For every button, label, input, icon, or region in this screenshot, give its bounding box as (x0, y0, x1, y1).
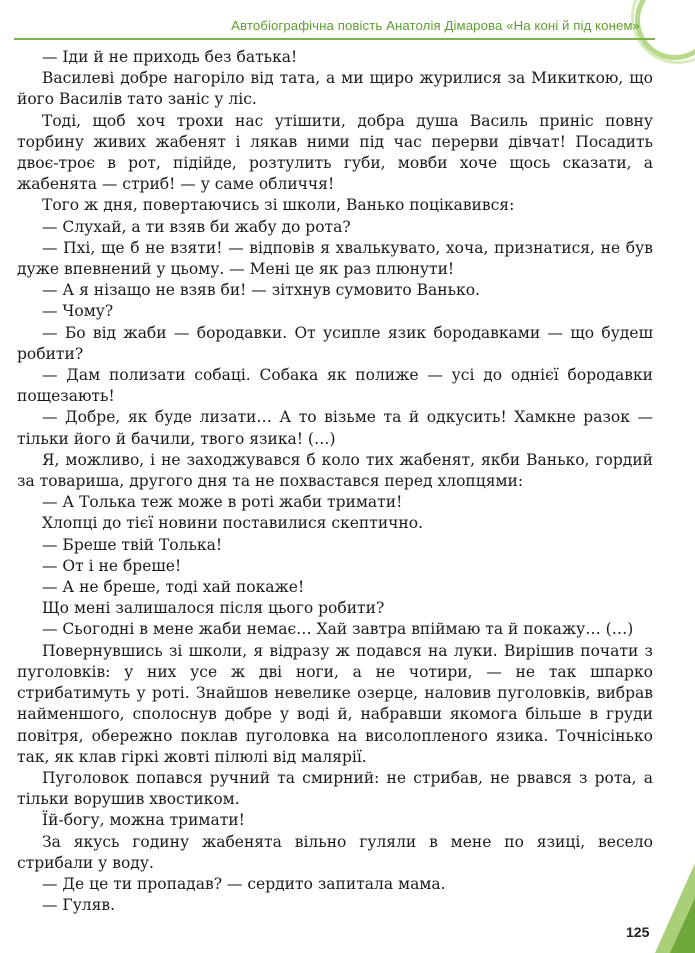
paragraph: — Добре, як буде лизати… А то візьме та й одкусить! Хамкне разок — тільки його й бачили, твого язика! (…) (17, 408, 653, 448)
paragraph: — Дам полизати собаці. Собака як полиже — усі до однієї бородавки пощезають! (17, 366, 653, 406)
paragraph: — Бо від жаби — бородавки. От усипле язик бородавками — що будеш робити? (17, 323, 653, 363)
paragraph: Пуголовок попався ручний та смирний: не стрибав, не рвався з рота, а тільки ворушив хвостиком. (17, 768, 653, 809)
story-text (17, 47, 653, 916)
paragraph: — Бреше твій Толька! (42, 535, 223, 554)
paragraph: Я, можливо, і не заходжувався б коло тих жабенят, якби Ванько, гордий за товариша, другого дня та не похвастався перед хлопцями: (17, 450, 653, 491)
paragraph: Їй-богу, можна тримати! (42, 811, 245, 830)
paragraph: Що мені залишалося після цього робити? (42, 599, 385, 618)
paragraph: За якусь годину жабенята вільно гуляли в мене по язиці, весело стрибали у воду. (17, 832, 653, 872)
paragraph: — Слухай, а ти взяв би жабу до рота? (42, 217, 351, 236)
paragraph: Хлопці до тієї новини поставилися скептично. (42, 514, 423, 533)
running-title: Автобіографічна повість Анатолія Дімарова «На коні й під конем» (231, 18, 640, 33)
paragraph: — Пхі, ще б не взяти! — відповів я хвалькувато, хоча, признатися, не був дуже впевнений у цьому. — Мені це як раз плюнути! (17, 238, 653, 279)
paragraph: — От і не бреше! (42, 556, 182, 575)
paragraph: — Гуляв. (42, 896, 116, 915)
paragraph: Василеві добре нагоріло від тата, а ми щиро журилися за Микиткою, що його Василів тато заніс у ліс. (17, 69, 653, 109)
page-number: 125 (626, 924, 650, 940)
paragraph: — Іди й не приходь без батька! (42, 48, 298, 66)
paragraph: Того ж дня, повертаючись зі школи, Ванько поцікавився: (42, 196, 515, 215)
header-rule (14, 38, 655, 40)
paragraph: — А Толька теж може в роті жаби тримати! (42, 493, 403, 512)
paragraph: — А не бреше, тоді хай покаже! (42, 578, 305, 597)
paragraph: — А я нізащо не взяв би! — зітхнув сумовито Ванько. (42, 281, 480, 300)
paragraph: — Сьогодні в мене жаби немає… Хай завтра впіймаю та й покажу… (…) (42, 620, 634, 639)
page-header (0, 0, 695, 40)
paragraph: — Де це ти пропадав? — сердито запитала мама. (42, 874, 446, 893)
paragraph: — Чому? (42, 302, 114, 321)
paragraph: Тоді, щоб хоч трохи нас утішити, добра душа Василь приніс повну торбину живих жабенят і лякав ними під час перерви дівчат! Посадить двоє-троє в рот, підійде, розтулить губи, мовби хоче щось сказати, а жабенята — стриб! — у саме обличчя! (17, 111, 653, 194)
paragraph: Повернувшись зі школи, я відразу ж подався на луки. Вирішив почати з пуголовків: у них усе ж дві ноги, а не чотири, — не так шпарко стрибатимуть у роті. Знайшов невелике озерце, наловив пуголовків, вибрав найменшого, сполоснув добре у воді й, набравши якомога більше в груди повітря, обережно поклав пуголовка на висолопленого язика. Точнісінько так, як клав гіркі жовті пілюлі від малярії. (17, 641, 653, 766)
